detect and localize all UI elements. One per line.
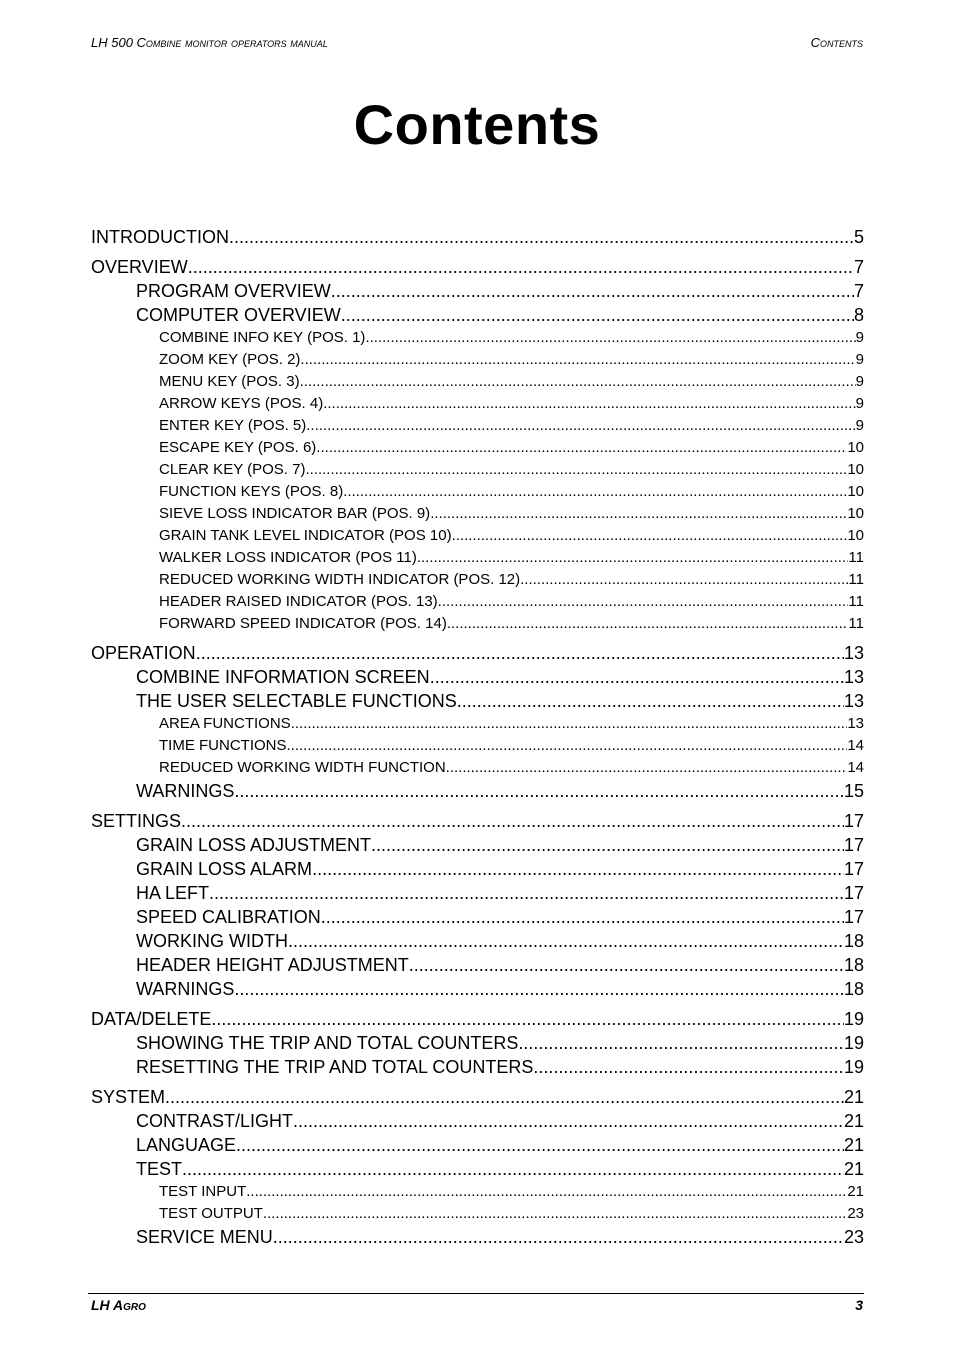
- toc-leader-dots: [316, 437, 847, 459]
- toc-entry-title: TIME FUNCTIONS: [159, 737, 287, 754]
- toc-entry-title: GRAIN LOSS ALARM: [136, 859, 313, 879]
- toc-entry-page: 19: [843, 1033, 864, 1053]
- toc-entry-title: SYSTEM: [91, 1087, 166, 1107]
- toc-entry-page: 15: [843, 781, 864, 801]
- toc-leader-dots: [300, 371, 856, 393]
- footer-company: LH Agro: [91, 1297, 146, 1313]
- toc-entry-page: 10: [847, 461, 864, 478]
- toc-leader-dots: [438, 591, 849, 613]
- toc-entry-title: HEADER RAISED INDICATOR (POS. 13): [159, 593, 438, 610]
- toc-leader-dots: [417, 547, 849, 569]
- toc-entry-title: ZOOM KEY (POS. 2): [159, 351, 301, 368]
- toc-entry[interactable]: [91, 1008, 864, 1031]
- toc-entry-title: SIEVE LOSS INDICATOR BAR (POS. 9): [159, 505, 431, 522]
- toc-entry-title: COMBINE INFORMATION SCREEN: [136, 667, 430, 687]
- toc-leader-dots: [430, 665, 844, 689]
- toc-entry-page: 23: [847, 1205, 864, 1222]
- toc-leader-dots: [457, 689, 844, 713]
- toc-entry-title: GRAIN LOSS ADJUSTMENT: [136, 835, 372, 855]
- toc-entry-page: 13: [843, 667, 864, 687]
- toc-entry[interactable]: [91, 613, 864, 635]
- toc-leader-dots: [323, 393, 855, 415]
- toc-entry-title: WORKING WIDTH: [136, 931, 288, 951]
- toc-entry-page: 14: [847, 759, 864, 776]
- toc-entry[interactable]: [91, 256, 864, 279]
- toc-entry-title: DATA/DELETE: [91, 1009, 212, 1029]
- toc-entry-page: 18: [843, 979, 864, 999]
- toc-entry-title: SETTINGS: [91, 811, 182, 831]
- toc-entry-page: 7: [853, 257, 864, 277]
- toc-leader-dots: [447, 613, 849, 635]
- toc-leader-dots: [533, 1055, 844, 1079]
- toc-entry-page: 21: [843, 1135, 864, 1155]
- toc-entry-page: 21: [843, 1111, 864, 1131]
- toc-entry-title: MENU KEY (POS. 3): [159, 373, 300, 390]
- toc-entry-page: 17: [843, 883, 864, 903]
- toc-entry-title: LANGUAGE: [136, 1135, 237, 1155]
- toc-entry[interactable]: [91, 503, 864, 525]
- toc-leader-dots: [181, 810, 844, 833]
- toc-entry-title: PROGRAM OVERVIEW: [136, 281, 331, 301]
- toc-entry-page: 13: [843, 691, 864, 711]
- toc-entry[interactable]: [91, 642, 864, 665]
- toc-entry[interactable]: [91, 327, 864, 349]
- footer-divider: [88, 1293, 864, 1294]
- toc-entry-title: REDUCED WORKING WIDTH FUNCTION: [159, 759, 446, 776]
- toc-leader-dots: [209, 881, 844, 905]
- toc-entry[interactable]: [91, 415, 864, 437]
- toc-entry[interactable]: [91, 1157, 864, 1181]
- toc-leader-dots: [343, 481, 847, 503]
- toc-entry-title: REDUCED WORKING WIDTH INDICATOR (POS. 12): [159, 571, 521, 588]
- toc-entry-title: AREA FUNCTIONS: [159, 715, 291, 732]
- toc-entry-page: 18: [843, 955, 864, 975]
- toc-leader-dots: [312, 857, 844, 881]
- toc-leader-dots: [273, 1225, 844, 1249]
- toc-entry-title: ESCAPE KEY (POS. 6): [159, 439, 317, 456]
- toc-entry[interactable]: [91, 953, 864, 977]
- toc-entry-page: 23: [843, 1227, 864, 1247]
- running-header-section: Contents: [810, 35, 863, 50]
- toc-entry[interactable]: [91, 371, 864, 393]
- toc-entry-page: 21: [843, 1159, 864, 1179]
- toc-entry-page: 10: [847, 505, 864, 522]
- toc-entry[interactable]: [91, 1133, 864, 1157]
- toc-entry-page: 11: [848, 571, 864, 588]
- toc-entry[interactable]: [91, 303, 864, 327]
- toc-entry-page: 11: [848, 615, 864, 632]
- toc-leader-dots: [196, 642, 844, 665]
- toc-entry[interactable]: [91, 713, 864, 735]
- toc-entry-page: 11: [848, 549, 864, 566]
- toc-entry-title: WALKER LOSS INDICATOR (POS 11): [159, 549, 417, 566]
- table-of-contents: [91, 226, 864, 1249]
- page-number: 3: [855, 1297, 863, 1313]
- toc-entry-page: 18: [843, 931, 864, 951]
- toc-entry-title: WARNINGS: [136, 979, 235, 999]
- toc-entry[interactable]: [91, 591, 864, 613]
- toc-entry-page: 9: [855, 395, 864, 412]
- toc-leader-dots: [246, 1181, 847, 1203]
- toc-entry[interactable]: [91, 757, 864, 779]
- toc-entry-title: COMBINE INFO KEY (POS. 1): [159, 329, 366, 346]
- toc-entry-page: 21: [843, 1087, 864, 1107]
- toc-leader-dots: [321, 905, 844, 929]
- toc-entry-title: SHOWING THE TRIP AND TOTAL COUNTERS: [136, 1033, 519, 1053]
- toc-entry-page: 17: [843, 835, 864, 855]
- toc-entry-title: OPERATION: [91, 643, 196, 663]
- toc-entry-title: COMPUTER OVERVIEW: [136, 305, 341, 325]
- toc-leader-dots: [341, 303, 854, 327]
- page-title: Contents: [353, 93, 601, 156]
- toc-entry-page: 19: [843, 1009, 864, 1029]
- toc-entry-page: 21: [847, 1183, 864, 1200]
- toc-entry[interactable]: [91, 525, 864, 547]
- toc-entry-title: FORWARD SPEED INDICATOR (POS. 14): [159, 615, 447, 632]
- toc-entry-title: SERVICE MENU: [136, 1227, 273, 1247]
- toc-entry-page: 13: [847, 715, 864, 732]
- toc-entry[interactable]: [91, 459, 864, 481]
- toc-entry[interactable]: [91, 779, 864, 803]
- toc-entry[interactable]: [91, 929, 864, 953]
- toc-leader-dots: [288, 929, 844, 953]
- toc-entry[interactable]: [91, 857, 864, 881]
- toc-leader-dots: [518, 1031, 844, 1055]
- toc-entry[interactable]: [91, 1203, 864, 1225]
- toc-leader-dots: [520, 569, 848, 591]
- toc-entry[interactable]: [91, 905, 864, 929]
- toc-entry-title: THE USER SELECTABLE FUNCTIONS: [136, 691, 457, 711]
- toc-leader-dots: [287, 735, 848, 757]
- toc-entry[interactable]: [91, 226, 864, 249]
- toc-entry[interactable]: [91, 437, 864, 459]
- toc-entry-page: 8: [853, 305, 864, 325]
- toc-leader-dots: [229, 226, 854, 249]
- toc-entry-page: 19: [843, 1057, 864, 1077]
- toc-entry-page: 10: [847, 527, 864, 544]
- toc-leader-dots: [430, 503, 847, 525]
- toc-entry-page: 9: [855, 351, 864, 368]
- toc-entry-page: 14: [847, 737, 864, 754]
- toc-entry-title: OVERVIEW: [91, 257, 188, 277]
- toc-leader-dots: [234, 779, 844, 803]
- toc-leader-dots: [165, 1086, 844, 1109]
- toc-leader-dots: [409, 953, 844, 977]
- toc-entry-page: 10: [847, 439, 864, 456]
- toc-leader-dots: [236, 1133, 844, 1157]
- toc-entry[interactable]: [91, 665, 864, 689]
- toc-leader-dots: [300, 349, 855, 371]
- toc-entry-title: SPEED CALIBRATION: [136, 907, 321, 927]
- toc-entry-page: 9: [855, 329, 864, 346]
- toc-entry-page: 17: [843, 859, 864, 879]
- toc-entry-page: 5: [853, 227, 864, 247]
- toc-entry[interactable]: [91, 810, 864, 833]
- toc-entry[interactable]: [91, 735, 864, 757]
- toc-leader-dots: [211, 1008, 844, 1031]
- toc-entry[interactable]: [91, 481, 864, 503]
- toc-entry[interactable]: [91, 1086, 864, 1109]
- toc-entry-title: RESETTING THE TRIP AND TOTAL COUNTERS: [136, 1057, 534, 1077]
- toc-leader-dots: [188, 256, 854, 279]
- running-header-title: LH 500 Combine monitor operators manual: [91, 35, 328, 50]
- toc-leader-dots: [263, 1203, 847, 1225]
- toc-entry-title: TEST OUTPUT: [159, 1205, 263, 1222]
- toc-entry-title: WARNINGS: [136, 781, 235, 801]
- toc-leader-dots: [446, 757, 848, 779]
- toc-entry-title: CLEAR KEY (POS. 7): [159, 461, 306, 478]
- toc-entry-page: 7: [853, 281, 864, 301]
- toc-entry-title: ARROW KEYS (POS. 4): [159, 395, 324, 412]
- toc-entry-page: 17: [843, 811, 864, 831]
- toc-entry-title: ENTER KEY (POS. 5): [159, 417, 307, 434]
- toc-entry[interactable]: [91, 977, 864, 1001]
- toc-leader-dots: [306, 415, 855, 437]
- toc-entry-title: TEST INPUT: [159, 1183, 247, 1200]
- toc-entry[interactable]: [91, 1109, 864, 1133]
- toc-entry[interactable]: [91, 279, 864, 303]
- toc-entry[interactable]: [91, 1055, 864, 1079]
- toc-leader-dots: [293, 1109, 844, 1133]
- toc-leader-dots: [371, 833, 844, 857]
- toc-entry[interactable]: [91, 1181, 864, 1203]
- toc-entry[interactable]: [91, 689, 864, 713]
- toc-entry-page: 17: [843, 907, 864, 927]
- toc-entry-title: HEADER HEIGHT ADJUSTMENT: [136, 955, 409, 975]
- toc-leader-dots: [365, 327, 855, 349]
- toc-entry-title: INTRODUCTION: [91, 227, 229, 247]
- toc-entry[interactable]: [91, 547, 864, 569]
- toc-entry[interactable]: [91, 1031, 864, 1055]
- toc-entry-title: CONTRAST/LIGHT: [136, 1111, 294, 1131]
- toc-entry-page: 11: [848, 593, 864, 610]
- toc-entry[interactable]: [91, 1225, 864, 1249]
- toc-leader-dots: [305, 459, 847, 481]
- toc-entry-page: 9: [855, 417, 864, 434]
- toc-entry-title: GRAIN TANK LEVEL INDICATOR (POS 10): [159, 527, 452, 544]
- toc-leader-dots: [291, 713, 848, 735]
- toc-entry-title: HA LEFT: [136, 883, 210, 903]
- toc-leader-dots: [331, 279, 854, 303]
- toc-entry[interactable]: [91, 569, 864, 591]
- toc-entry-title: TEST: [136, 1159, 183, 1179]
- toc-entry[interactable]: [91, 881, 864, 905]
- toc-entry[interactable]: [91, 833, 864, 857]
- toc-leader-dots: [182, 1157, 844, 1181]
- toc-entry-page: 9: [855, 373, 864, 390]
- toc-leader-dots: [452, 525, 848, 547]
- toc-entry[interactable]: [91, 349, 864, 371]
- toc-entry-page: 13: [843, 643, 864, 663]
- toc-entry-title: FUNCTION KEYS (POS. 8): [159, 483, 344, 500]
- toc-entry[interactable]: [91, 393, 864, 415]
- toc-leader-dots: [234, 977, 844, 1001]
- toc-entry-page: 10: [847, 483, 864, 500]
